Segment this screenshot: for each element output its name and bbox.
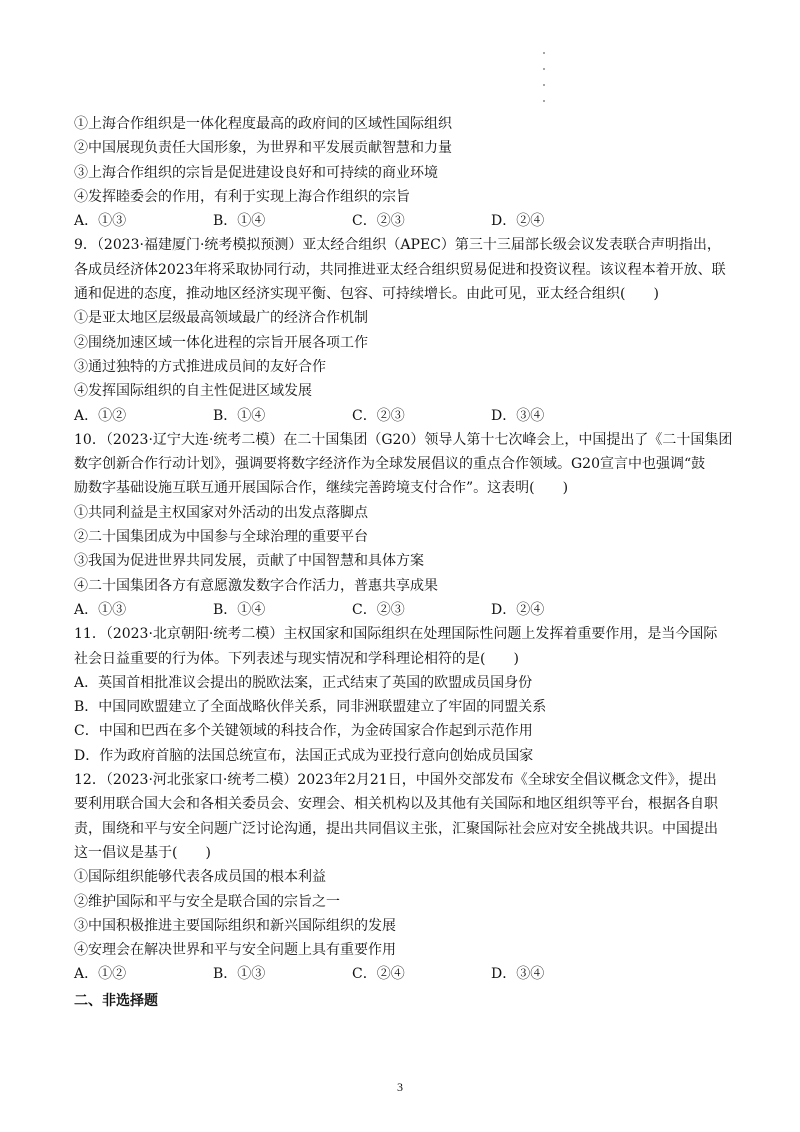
option-line: ④安理会在解决世界和平与安全问题上具有重要作用 (74, 942, 396, 959)
choice-c: C．②③ (352, 213, 405, 230)
page-number: 3 (397, 1080, 403, 1094)
choice-c: C．②③ (352, 407, 405, 424)
option-line: ①国际组织能够代表各成员国的根本利益 (74, 869, 326, 886)
answer-choices (74, 962, 729, 986)
answer-choices (74, 404, 729, 428)
choice-c: C．②③ (352, 601, 405, 618)
choice-a: A．①② (74, 966, 127, 983)
option-line: C．中国和巴西在多个关键领域的科技合作，为金砖国家合作起到示范作用 (74, 723, 533, 740)
question-11 (74, 622, 729, 768)
question-stem-line: 社会日益重要的行为体。下列表述与现实情况和学科理论相符的是( ) (74, 650, 519, 667)
answer-choices (74, 209, 729, 233)
option-line: ①共同利益是主权国家对外活动的出发点落脚点 (74, 504, 368, 521)
option-line: ③上海合作组织的宗旨是促进建设良好和可持续的商业环境 (74, 164, 438, 181)
choice-d: D．③④ (491, 407, 545, 424)
option-line: ①是亚太地区层级最高领域最广的经济合作机制 (74, 310, 368, 327)
choice-a: A．①③ (74, 213, 127, 230)
top-options (74, 112, 729, 233)
question-stem-line: 这一倡议是基于( ) (74, 844, 211, 861)
option-line: ④发挥国际组织的自主性促进区域发展 (74, 383, 312, 400)
choice-a: A．①③ (74, 601, 127, 618)
choice-b: B．①④ (213, 213, 266, 230)
question-stem-line: 9．（2023·福建厦门·统考模拟预测）亚太经合组织（APEC）第三十三届部长级会议发表联合声明指出， (74, 237, 721, 254)
option-line: A．英国首相批准议会提出的脱欧法案，正式结束了英国的欧盟成员国身份 (74, 674, 533, 691)
option-line: ①上海合作组织是一体化程度最高的政府间的区域性国际组织 (74, 116, 452, 132)
option-line: ③中国积极推进主要国际组织和新兴国际组织的发展 (74, 917, 396, 934)
question-stem-line: 10．（2023·辽宁大连·统考二模）在二十国集团（G20）领导人第十七次峰会上，中国提出了《二十国集团 (74, 431, 733, 448)
option-line: ③我国为促进世界共同发展，贡献了中国智慧和具体方案 (74, 553, 424, 570)
question-9 (74, 233, 729, 427)
choice-b: B．①③ (213, 966, 266, 983)
option-line: ④发挥睦委会的作用，有利于实现上海合作组织的宗旨 (74, 188, 410, 205)
choice-d: D．③④ (491, 966, 545, 983)
question-stem-line: 通和促进的态度，推动地区经济实现平衡、包容、可持续增长。由此可见，亚太经合组织( ) (74, 286, 659, 303)
choice-d: D．②④ (491, 601, 545, 618)
option-line: ②中国展现负责任大国形象，为世界和平发展贡献智慧和力量 (74, 140, 452, 157)
choice-a: A．①② (74, 407, 127, 424)
document-body (74, 112, 733, 1013)
margin-dots (542, 52, 548, 116)
question-stem-line: 要利用联合国大会和各相关委员会、安理会、相关机构以及其他有关国际和地区组织等平台，根据各自职 (74, 796, 718, 813)
option-line: ②围绕加速区域一体化进程的宗旨开展各项工作 (74, 334, 368, 351)
option-line: ②二十国集团成为中国参与全球治理的重要平台 (74, 529, 368, 546)
choice-c: C．②④ (352, 966, 405, 983)
question-10 (74, 428, 733, 622)
option-line: B．中国同欧盟建立了全面战略伙伴关系，同非洲联盟建立了牢固的同盟关系 (74, 699, 547, 716)
option-line: D．作为政府首脑的法国总统宣布，法国正式成为亚投行意向创始成员国家 (74, 747, 534, 764)
section-title: 二、非选择题 (74, 992, 158, 1009)
question-12 (74, 768, 729, 987)
question-stem-line: 12．（2023·河北张家口·统考二模）2023年2月21日，中国外交部发布《全球安全倡议概念文件》，提出 (74, 772, 717, 789)
question-stem-line: 励数字基础设施互联互通开展国际合作，继续完善跨境支付合作”。这表明( ) (74, 480, 569, 497)
question-stem-line: 责，围绕和平与安全问题广泛讨论沟通，提出共同倡议主张，汇聚国际社会应对安全挑战共识。中国提出 (74, 820, 718, 837)
option-line: ③通过独特的方式推进成员间的友好合作 (74, 358, 326, 375)
choice-d: D．②④ (491, 213, 545, 230)
answer-choices (74, 598, 729, 622)
question-stem-line: 11．（2023·北京朝阳·统考二模）主权国家和国际组织在处理国际性问题上发挥着重要作用，是当今国际 (74, 626, 718, 643)
choice-b: B．①④ (213, 407, 266, 424)
question-stem-line: 各成员经济体2023年将采取协同行动，共同推进亚太经合组织贸易促进和投资议程。该议程本着开放、联 (74, 261, 726, 278)
option-line: ④二十国集团各方有意愿激发数字合作活力，普惠共享成果 (74, 577, 438, 594)
choice-b: B．①④ (213, 601, 266, 618)
question-stem-line: 数字创新合作行动计划》，强调要将数字经济作为全球发展倡议的重点合作领域。G20宣言中也强调“鼓 (74, 456, 706, 473)
option-line: ②维护国际和平与安全是联合国的宗旨之一 (74, 893, 340, 910)
